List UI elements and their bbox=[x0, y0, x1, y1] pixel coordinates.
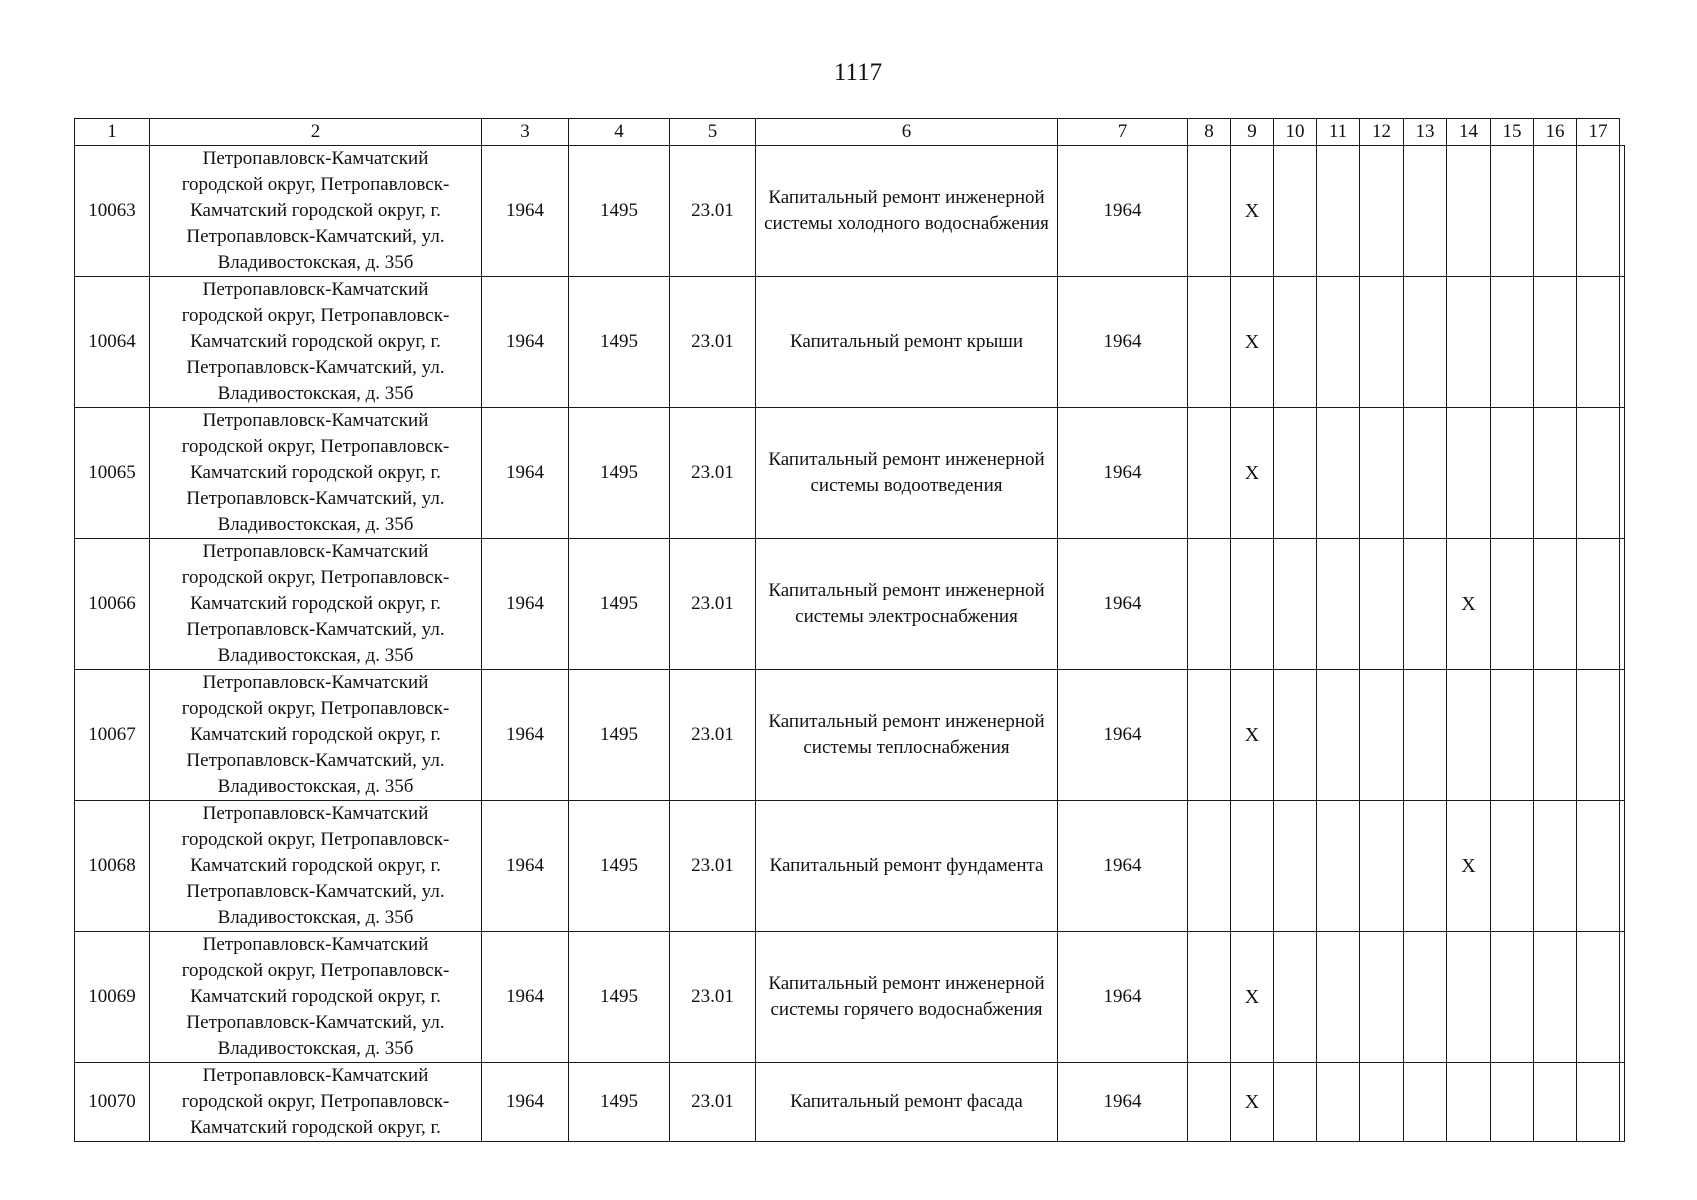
work-type-cell: Капитальный ремонт крыши bbox=[756, 277, 1058, 408]
table-row bbox=[75, 801, 1625, 932]
address-line: городской округ, Петропавловск- bbox=[181, 960, 450, 981]
mark-cell bbox=[1360, 801, 1404, 932]
year-cell: 1964 bbox=[1058, 146, 1188, 277]
table-row bbox=[75, 277, 1625, 408]
row-id: 10064 bbox=[75, 277, 150, 408]
mark-cell bbox=[1360, 670, 1404, 801]
address-cell bbox=[150, 146, 482, 277]
mark-cell bbox=[1404, 932, 1447, 1063]
mark-cell bbox=[1274, 408, 1317, 539]
address-line: Петропавловск-Камчатский bbox=[202, 541, 429, 562]
code-cell: 23.01 bbox=[670, 277, 756, 408]
code-cell: 23.01 bbox=[670, 801, 756, 932]
area-cell: 1495 bbox=[569, 932, 670, 1063]
area-cell: 1495 bbox=[569, 408, 670, 539]
column-header: 12 bbox=[1360, 119, 1404, 146]
year-cell: 1964 bbox=[1058, 801, 1188, 932]
column-header: 16 bbox=[1534, 119, 1577, 146]
build-year-cell: 1964 bbox=[482, 277, 569, 408]
address-line: Петропавловск-Камчатский bbox=[202, 803, 429, 824]
mark-cell: X bbox=[1447, 539, 1491, 670]
year-cell: 1964 bbox=[1058, 670, 1188, 801]
mark-cell bbox=[1491, 408, 1534, 539]
mark-cell bbox=[1188, 1063, 1231, 1142]
address-line: Владивостокская, д. 35б bbox=[217, 252, 414, 273]
row-id: 10067 bbox=[75, 670, 150, 801]
address-line: Петропавловск-Камчатский bbox=[202, 672, 429, 693]
mark-cell bbox=[1491, 670, 1534, 801]
mark-cell bbox=[1188, 670, 1231, 801]
mark-cell bbox=[1274, 801, 1317, 932]
year-cell: 1964 bbox=[1058, 539, 1188, 670]
area-cell: 1495 bbox=[569, 277, 670, 408]
row-id: 10066 bbox=[75, 539, 150, 670]
address-line: Петропавловск-Камчатский bbox=[202, 410, 429, 431]
mark-cell bbox=[1534, 932, 1577, 1063]
code-cell: 23.01 bbox=[670, 146, 756, 277]
address-line: Камчатский городской округ, г. bbox=[190, 986, 441, 1007]
page-number: 1117 bbox=[833, 59, 883, 86]
mark-cell: X bbox=[1231, 1063, 1274, 1142]
mark-cell: X bbox=[1231, 932, 1274, 1063]
mark-cell bbox=[1360, 539, 1404, 670]
table-row bbox=[75, 408, 1625, 539]
build-year-cell: 1964 bbox=[482, 801, 569, 932]
address-line: городской округ, Петропавловск- bbox=[181, 567, 450, 588]
mark-cell bbox=[1404, 670, 1447, 801]
table-row bbox=[75, 670, 1625, 801]
mark-cell bbox=[1274, 146, 1317, 277]
capital-repair-table bbox=[74, 118, 1625, 1142]
column-header: 6 bbox=[756, 119, 1058, 146]
build-year-cell: 1964 bbox=[482, 408, 569, 539]
row-id: 10065 bbox=[75, 408, 150, 539]
address-line: Петропавловск-Камчатский, ул. bbox=[186, 881, 445, 902]
mark-cell bbox=[1274, 277, 1317, 408]
row-id: 10070 bbox=[75, 1063, 150, 1142]
row-id: 10069 bbox=[75, 932, 150, 1063]
year-cell: 1964 bbox=[1058, 408, 1188, 539]
address-line: Владивостокская, д. 35б bbox=[217, 907, 414, 928]
mark-cell bbox=[1577, 670, 1620, 801]
address-line: Владивостокская, д. 35б bbox=[217, 645, 414, 666]
code-cell: 23.01 bbox=[670, 539, 756, 670]
mark-cell bbox=[1317, 408, 1360, 539]
mark-cell bbox=[1491, 932, 1534, 1063]
mark-cell bbox=[1447, 146, 1491, 277]
address-line: Петропавловск-Камчатский, ул. bbox=[186, 1012, 445, 1033]
mark-cell bbox=[1188, 801, 1231, 932]
column-header: 13 bbox=[1404, 119, 1447, 146]
address-cell bbox=[150, 408, 482, 539]
mark-cell bbox=[1404, 801, 1447, 932]
mark-cell bbox=[1577, 539, 1620, 670]
mark-cell bbox=[1620, 801, 1625, 932]
mark-cell bbox=[1491, 146, 1534, 277]
address-line: Владивостокская, д. 35б bbox=[217, 1038, 414, 1059]
code-cell: 23.01 bbox=[670, 1063, 756, 1142]
address-cell bbox=[150, 801, 482, 932]
mark-cell bbox=[1231, 801, 1274, 932]
mark-cell bbox=[1577, 1063, 1620, 1142]
mark-cell bbox=[1360, 1063, 1404, 1142]
mark-cell bbox=[1620, 408, 1625, 539]
year-cell: 1964 bbox=[1058, 932, 1188, 1063]
mark-cell bbox=[1360, 277, 1404, 408]
mark-cell bbox=[1188, 277, 1231, 408]
mark-cell: X bbox=[1231, 670, 1274, 801]
column-header: 1 bbox=[75, 119, 150, 146]
column-header: 8 bbox=[1188, 119, 1231, 146]
build-year-cell: 1964 bbox=[482, 1063, 569, 1142]
area-cell: 1495 bbox=[569, 539, 670, 670]
mark-cell bbox=[1404, 1063, 1447, 1142]
mark-cell bbox=[1534, 801, 1577, 932]
work-type-cell: Капитальный ремонт инженерной системы горячего водоснабжения bbox=[756, 932, 1058, 1063]
mark-cell bbox=[1188, 408, 1231, 539]
mark-cell: X bbox=[1231, 277, 1274, 408]
address-line: Владивостокская, д. 35б bbox=[217, 383, 414, 404]
address-cell bbox=[150, 670, 482, 801]
column-header: 15 bbox=[1491, 119, 1534, 146]
address-line: Камчатский городской округ, г. bbox=[190, 200, 441, 221]
mark-cell bbox=[1620, 539, 1625, 670]
mark-cell bbox=[1188, 146, 1231, 277]
table-row bbox=[75, 146, 1625, 277]
mark-cell bbox=[1317, 932, 1360, 1063]
work-type-cell: Капитальный ремонт инженерной системы холодного водоснабжения bbox=[756, 146, 1058, 277]
address-line: городской округ, Петропавловск- bbox=[181, 829, 450, 850]
build-year-cell: 1964 bbox=[482, 146, 569, 277]
mark-cell bbox=[1317, 801, 1360, 932]
address-line: Петропавловск-Камчатский, ул. bbox=[186, 750, 445, 771]
mark-cell bbox=[1274, 1063, 1317, 1142]
mark-cell bbox=[1534, 408, 1577, 539]
column-header: 2 bbox=[150, 119, 482, 146]
mark-cell bbox=[1491, 539, 1534, 670]
mark-cell bbox=[1274, 932, 1317, 1063]
mark-cell bbox=[1491, 1063, 1534, 1142]
address-line: Петропавловск-Камчатский bbox=[202, 1065, 429, 1086]
mark-cell bbox=[1620, 932, 1625, 1063]
area-cell: 1495 bbox=[569, 670, 670, 801]
row-id: 10063 bbox=[75, 146, 150, 277]
mark-cell bbox=[1577, 146, 1620, 277]
mark-cell bbox=[1534, 277, 1577, 408]
address-line: Камчатский городской округ, г. bbox=[190, 1117, 441, 1138]
mark-cell bbox=[1360, 408, 1404, 539]
address-line: Камчатский городской округ, г. bbox=[190, 724, 441, 745]
address-cell bbox=[150, 932, 482, 1063]
mark-cell: X bbox=[1231, 408, 1274, 539]
work-type-cell: Капитальный ремонт инженерной системы водоотведения bbox=[756, 408, 1058, 539]
column-header: 4 bbox=[569, 119, 670, 146]
address-line: городской округ, Петропавловск- bbox=[181, 1091, 450, 1112]
mark-cell bbox=[1620, 277, 1625, 408]
column-header: 17 bbox=[1577, 119, 1620, 146]
build-year-cell: 1964 bbox=[482, 932, 569, 1063]
address-cell bbox=[150, 1063, 482, 1142]
mark-cell bbox=[1577, 408, 1620, 539]
build-year-cell: 1964 bbox=[482, 539, 569, 670]
row-id: 10068 bbox=[75, 801, 150, 932]
column-header: 3 bbox=[482, 119, 569, 146]
mark-cell bbox=[1404, 408, 1447, 539]
mark-cell bbox=[1404, 539, 1447, 670]
mark-cell bbox=[1404, 146, 1447, 277]
mark-cell bbox=[1447, 932, 1491, 1063]
mark-cell bbox=[1317, 539, 1360, 670]
address-cell bbox=[150, 539, 482, 670]
mark-cell bbox=[1577, 932, 1620, 1063]
mark-cell bbox=[1447, 1063, 1491, 1142]
address-line: Владивостокская, д. 35б bbox=[217, 514, 414, 535]
mark-cell bbox=[1491, 801, 1534, 932]
area-cell: 1495 bbox=[569, 801, 670, 932]
mark-cell: X bbox=[1447, 801, 1491, 932]
address-line: Петропавловск-Камчатский bbox=[202, 934, 429, 955]
mark-cell: X bbox=[1231, 146, 1274, 277]
address-line: Владивостокская, д. 35б bbox=[217, 776, 414, 797]
year-cell: 1964 bbox=[1058, 277, 1188, 408]
table-row bbox=[75, 932, 1625, 1063]
address-line: Камчатский городской округ, г. bbox=[190, 855, 441, 876]
mark-cell bbox=[1188, 539, 1231, 670]
column-header: 9 bbox=[1231, 119, 1274, 146]
mark-cell bbox=[1534, 1063, 1577, 1142]
mark-cell bbox=[1447, 670, 1491, 801]
column-header: 11 bbox=[1317, 119, 1360, 146]
column-number-row bbox=[75, 119, 1625, 146]
address-line: Петропавловск-Камчатский, ул. bbox=[186, 226, 445, 247]
mark-cell bbox=[1447, 277, 1491, 408]
column-header: 5 bbox=[670, 119, 756, 146]
table-row bbox=[75, 539, 1625, 670]
work-type-cell: Капитальный ремонт фундамента bbox=[756, 801, 1058, 932]
address-line: Петропавловск-Камчатский bbox=[202, 279, 429, 300]
code-cell: 23.01 bbox=[670, 670, 756, 801]
year-cell: 1964 bbox=[1058, 1063, 1188, 1142]
mark-cell bbox=[1317, 670, 1360, 801]
address-cell bbox=[150, 277, 482, 408]
mark-cell bbox=[1274, 670, 1317, 801]
column-header: 14 bbox=[1447, 119, 1491, 146]
address-line: Петропавловск-Камчатский, ул. bbox=[186, 488, 445, 509]
address-line: городской округ, Петропавловск- bbox=[181, 305, 450, 326]
column-header: 10 bbox=[1274, 119, 1317, 146]
work-type-cell: Капитальный ремонт фасада bbox=[756, 1063, 1058, 1142]
mark-cell bbox=[1447, 408, 1491, 539]
column-header: 7 bbox=[1058, 119, 1188, 146]
address-line: Петропавловск-Камчатский, ул. bbox=[186, 357, 445, 378]
address-line: Камчатский городской округ, г. bbox=[190, 593, 441, 614]
address-line: городской округ, Петропавловск- bbox=[181, 174, 450, 195]
mark-cell bbox=[1534, 539, 1577, 670]
address-line: городской округ, Петропавловск- bbox=[181, 698, 450, 719]
address-line: Камчатский городской округ, г. bbox=[190, 331, 441, 352]
address-line: городской округ, Петропавловск- bbox=[181, 436, 450, 457]
mark-cell bbox=[1188, 932, 1231, 1063]
mark-cell bbox=[1620, 670, 1625, 801]
code-cell: 23.01 bbox=[670, 408, 756, 539]
mark-cell bbox=[1577, 801, 1620, 932]
area-cell: 1495 bbox=[569, 146, 670, 277]
mark-cell bbox=[1620, 146, 1625, 277]
mark-cell bbox=[1231, 539, 1274, 670]
table-row bbox=[75, 1063, 1625, 1142]
address-line: Камчатский городской округ, г. bbox=[190, 462, 441, 483]
mark-cell bbox=[1534, 670, 1577, 801]
mark-cell bbox=[1360, 146, 1404, 277]
mark-cell bbox=[1274, 539, 1317, 670]
mark-cell bbox=[1360, 932, 1404, 1063]
mark-cell bbox=[1577, 277, 1620, 408]
mark-cell bbox=[1317, 1063, 1360, 1142]
work-type-cell: Капитальный ремонт инженерной системы теплоснабжения bbox=[756, 670, 1058, 801]
mark-cell bbox=[1620, 1063, 1625, 1142]
mark-cell bbox=[1534, 146, 1577, 277]
mark-cell bbox=[1317, 146, 1360, 277]
code-cell: 23.01 bbox=[670, 932, 756, 1063]
area-cell: 1495 bbox=[569, 1063, 670, 1142]
mark-cell bbox=[1404, 277, 1447, 408]
build-year-cell: 1964 bbox=[482, 670, 569, 801]
address-line: Петропавловск-Камчатский, ул. bbox=[186, 619, 445, 640]
address-line: Петропавловск-Камчатский bbox=[202, 148, 429, 169]
work-type-cell: Капитальный ремонт инженерной системы электроснабжения bbox=[756, 539, 1058, 670]
mark-cell bbox=[1491, 277, 1534, 408]
mark-cell bbox=[1317, 277, 1360, 408]
